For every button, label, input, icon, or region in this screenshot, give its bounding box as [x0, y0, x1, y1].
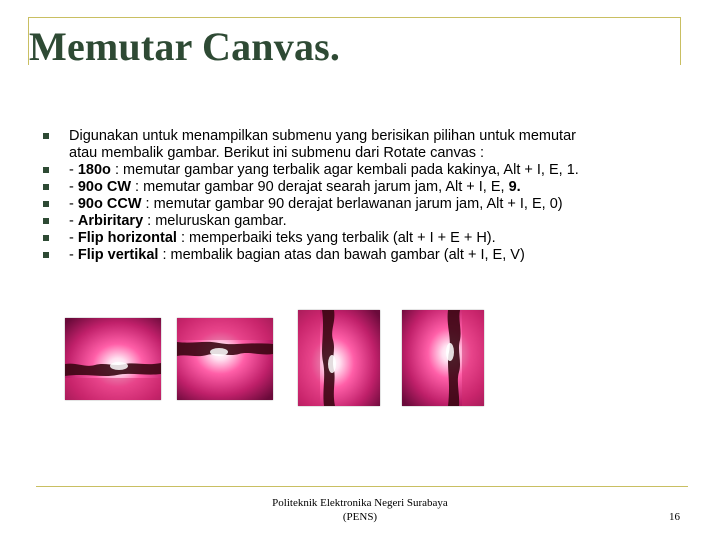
square-bullet-icon — [43, 184, 49, 190]
square-bullet-icon — [43, 218, 49, 224]
sunset-photo-rotated-90-ccw — [402, 310, 484, 406]
bullet-desc: : meluruskan gambar. — [143, 213, 287, 229]
bullet-desc: : memperbaiki teks yang terbalik (alt + I + E + H). — [176, 230, 496, 246]
key-9: 9. — [508, 179, 521, 195]
footer-institution — [220, 496, 500, 524]
page-number: 16 — [669, 511, 680, 523]
bullet-text-line: - Flip horizontal : memperbaiki teks yang terbalik (alt + I + E + H). — [69, 230, 496, 246]
list-item — [43, 247, 703, 264]
square-bullet-icon — [43, 133, 49, 139]
footer-line-2: (PENS) — [342, 511, 378, 523]
sunset-photo-rotated-180 — [177, 318, 273, 400]
list-item — [43, 213, 703, 230]
list-item — [43, 196, 703, 213]
term-flip-horizontal: Flip horizontal — [77, 230, 177, 246]
bullet-text-line: - Flip vertikal : membalik bagian atas dan bawah gambar (alt + I, E, V) — [69, 247, 525, 263]
term-90-cw: 90o CW — [77, 179, 132, 195]
term-flip-vertikal: Flip vertikal — [77, 247, 159, 263]
title-frame-right-rule — [680, 17, 681, 65]
bullet-desc: : membalik bagian atas dan bawah gambar (alt + I, E, V) — [158, 247, 525, 263]
bullet-text-line: - Arbiritary : meluruskan gambar. — [69, 213, 287, 229]
term-180: 180o — [77, 162, 111, 178]
bullet-text-line: atau membalik gambar. Berikut ini submenu dari Rotate canvas : — [69, 145, 485, 161]
footer-rule — [36, 486, 688, 487]
list-item — [43, 179, 703, 196]
square-bullet-icon — [43, 201, 49, 207]
bullet-list — [43, 128, 703, 264]
bullet-text-line: - 90o CW : memutar gambar 90 derajat searah jarum jam, Alt + I, E, 9. — [69, 179, 521, 195]
bullet-desc: : memutar gambar 90 derajat berlawanan jarum jam, Alt + I, E, 0) — [141, 196, 563, 212]
bullet-desc: : memutar gambar 90 derajat searah jarum jam, Alt + I, E, — [131, 179, 509, 195]
square-bullet-icon — [43, 235, 49, 241]
term-90-ccw: 90o CCW — [77, 196, 142, 212]
term-arbiritary: Arbiritary — [77, 213, 144, 229]
square-bullet-icon — [43, 252, 49, 258]
square-bullet-icon — [43, 167, 49, 173]
bullet-text-line: - 90o CCW : memutar gambar 90 derajat berlawanan jarum jam, Alt + I, E, 0) — [69, 196, 563, 212]
bullet-desc: : memutar gambar yang terbalik agar kembali pada kakinya, Alt + I, E, 1. — [110, 162, 579, 178]
title-frame-top-rule — [28, 17, 680, 18]
list-item — [43, 128, 703, 162]
sunset-photo-rotated-90-cw — [298, 310, 380, 406]
list-item — [43, 162, 703, 179]
page-title: Memutar Canvas. — [29, 24, 341, 69]
bullet-text-line: - 180o : memutar gambar yang terbalik agar kembali pada kakinya, Alt + I, E, 1. — [69, 162, 579, 178]
footer-line-1: Politeknik Elektronika Negeri Surabaya — [272, 497, 448, 509]
sunset-photo-original — [65, 318, 161, 400]
bullet-text-line: Digunakan untuk menampilkan submenu yang berisikan pilihan untuk memutar — [69, 128, 576, 144]
list-item — [43, 230, 703, 247]
